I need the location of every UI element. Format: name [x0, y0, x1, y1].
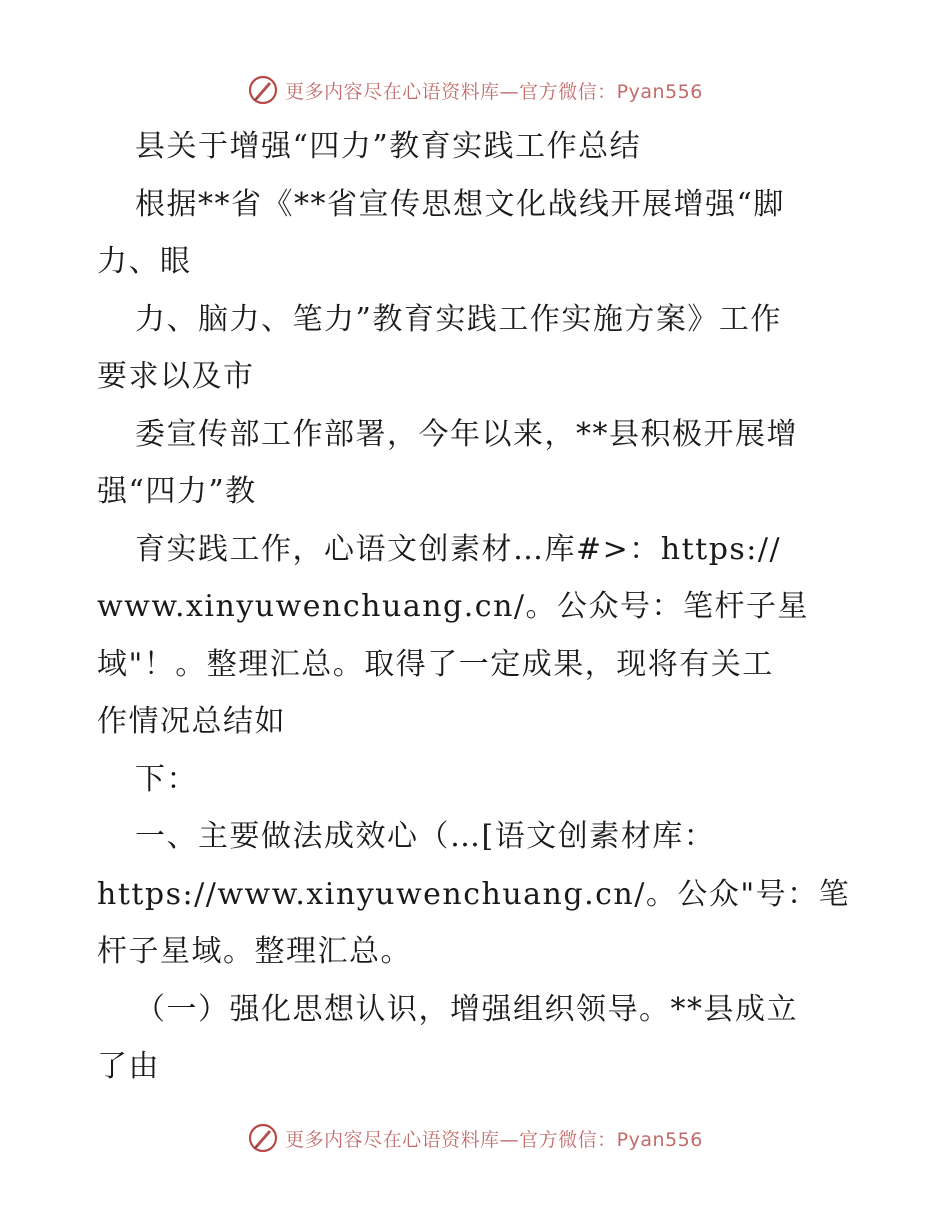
header-watermark	[0, 72, 950, 108]
paragraph-line: 作情况总结如	[97, 704, 286, 739]
section-heading: 一、主要做法成效心（…[语文创素材库：	[135, 819, 716, 854]
paragraph-line: 力、眼	[97, 244, 192, 279]
paragraph-line: 委宣传部工作部署，今年以来，**县积极开展增	[135, 416, 798, 452]
quill-pen-logo-icon	[247, 74, 279, 106]
paragraph-line: 根据**省《**省宣传思想文化战线开展增强“脚	[135, 186, 785, 222]
paragraph-line: 育实践工作，心语文创素材…库#>：https://	[135, 531, 782, 567]
quill-pen-logo-icon	[247, 1122, 279, 1154]
paragraph-line: https://www.xinyuwenchuang.cn/。公众"号：笔	[97, 876, 851, 912]
document-title: 县关于增强“四力”教育实践工作总结	[135, 129, 642, 164]
watermark-text: 更多内容尽在心语资料库—官方微信：Pyan556	[285, 80, 703, 103]
document-body	[97, 118, 857, 1096]
subsection-heading: （一）强化思想认识，增强组织领导。**县成立	[135, 991, 798, 1027]
paragraph-line: 下：	[135, 761, 198, 797]
paragraph-line: 了由	[97, 1049, 160, 1084]
paragraph-line: 力、脑力、笔力”教育实践工作实施方案》工作	[135, 301, 782, 337]
footer-watermark	[0, 1120, 950, 1156]
paragraph-line: 杆子星域。整理汇总。	[97, 934, 412, 969]
paragraph-line: www.xinyuwenchuang.cn/。公众号：笔杆子星	[97, 589, 809, 624]
paragraph-line: 要求以及市	[97, 359, 255, 394]
paragraph-line: 域"！。整理汇总。取得了一定成果，现将有关工	[97, 646, 774, 682]
watermark-text: 更多内容尽在心语资料库—官方微信：Pyan556	[285, 1128, 703, 1151]
paragraph-line: 强“四力”教	[97, 474, 257, 509]
